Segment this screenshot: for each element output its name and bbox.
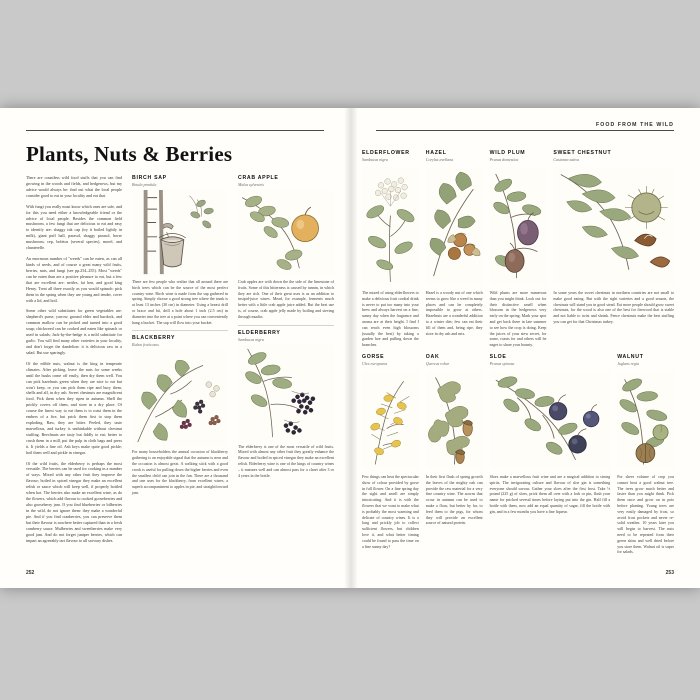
entry-birch-sap bbox=[132, 175, 228, 325]
entry-latin-name: Castanea sativa bbox=[553, 157, 580, 162]
blackberry-illustration bbox=[132, 350, 228, 446]
entry-sweet-chestnut bbox=[553, 150, 674, 348]
elderflower-illustration bbox=[362, 167, 419, 285]
entry-caption: In their first flush of spring growth the leaves of the mighty oak can provide the raw material for a very fine country wine. The acorns that occur in autumn can be used to make a flour, but better by far, to feed them to the pigs, for whom they will provide an excellent source of natural protein. bbox=[425, 473, 483, 526]
entry-latin-name: Rubus fruticosus bbox=[132, 342, 159, 348]
entry-title: SLOE bbox=[489, 353, 507, 360]
entry-crab-apple bbox=[238, 175, 334, 320]
divider bbox=[238, 325, 334, 326]
entry-elderberry bbox=[238, 330, 334, 479]
birch-sap-illustration bbox=[132, 190, 228, 276]
entry-caption: The mixed of using elderflowers to make a delicious fruit cordial drink is never to put too many into your brew and always harvest on a fine, sunny day when the fragrance and aroma are at their height. I find I can reach even high blossoms (usually the best) by taking a garden hoe and pulling down the branches. bbox=[362, 290, 419, 348]
entry-column-2 bbox=[238, 175, 334, 548]
book-spread bbox=[0, 108, 700, 588]
entry-caption: Sloes make a marvellous fruit wine and are a magical addition to strong spirits. The invigorating culture and flavour of sloe gin is something everyone should savour. Gather your sloes after the first frost. Take ½ pound (225 g) of sloes, prick them all over with a fork or pin, flash your name for pricked several times before laying put into the gin. Half fill a bottle with them, now add an equal quantity of sugar, fill the bottle with gin, and in a few months you have a fine liqueur. bbox=[489, 473, 611, 514]
entry-latin-name: Prunus spinosa bbox=[489, 360, 515, 366]
page-number-right: 253 bbox=[665, 570, 674, 576]
entry-title: WILD PLUM bbox=[489, 150, 526, 156]
oak-illustration bbox=[426, 371, 483, 469]
entry-caption: Hazel is a woody nut of one which seems to grow like a weed in many places and can be completely impossible to grow at others. Hazelnuts are a wonderful addition to a winter diet; few can eat their fill of them and, being ripe, they store in dry ash and mix. bbox=[425, 290, 483, 336]
entry-latin-name: Sambucus nigra bbox=[238, 336, 264, 342]
entry-caption: There are few people who realise that all around there are birch trees which can be the source of the most perfect country wine. Birch wine is made from the sap gathered in spring. Simply choose a good strong tree where the trunk is at least 13 inches (30 cm) in diameter. Using a breast drill or brace and bit, drill a hole about 1 inch (2.5 cm) in diameter into the tree at a point where you can conveniently hang a bucket. The sap will flow into your bucket. bbox=[132, 279, 228, 325]
intro-paragraph: Some other wild substitutes for green vegetables are: shepherd's purse, yarrow, ground elder and burdock, and common mallow can be picked and turned into a good soup; chickweed can be cooked and eaten like spinach or used in salads; Jack-by-the-hedge is a mild substitute for garlic. You will find many other varieties in your locality, and don't forget the dandelion: it is delicious raw in a salad. But use sparingly. bbox=[26, 308, 122, 355]
walnut-illustration bbox=[617, 371, 674, 469]
entry-caption: Few things can beat the spectacular show of colour provided by gorse in full flower. On a fine spring day the sight and smell are simply intoxicating. And it is with the flowers that we want to make what is probably the most warming and delicate of country wines. It is a long and prickly job to collect sufficient flowers, but children love it, and what better timing could be found to pass the time on a fine sunny day? bbox=[362, 473, 419, 549]
entry-latin-name: Betula pendula bbox=[132, 182, 157, 187]
entry-oak bbox=[426, 354, 483, 555]
entry-latin-name: Sambucus nigra bbox=[362, 157, 388, 162]
entry-sloe bbox=[490, 354, 611, 555]
entry-walnut bbox=[617, 354, 674, 555]
entry-grid-top bbox=[362, 150, 674, 348]
entry-title: HAZEL bbox=[425, 150, 447, 156]
entry-title: SWEET CHESTNUT bbox=[553, 150, 612, 156]
entry-title: ELDERFLOWER bbox=[362, 150, 410, 156]
entry-caption: In some years the sweet chestnuts in northern countries are not small to make good eating. But with the right varieties and a good season, the chestnuts will stand you in good stead. Eat more people should grow sweet chestnuts, for the wood is also one of the best for firewood that is stable and not liable to twist and shrink. Fence chestnuts make the best stuffing you can get for that Christmas turkey. bbox=[553, 290, 674, 324]
entry-blackberry bbox=[132, 335, 228, 495]
entry-latin-name: Prunus domestica bbox=[489, 157, 519, 162]
entry-hazel bbox=[426, 150, 483, 348]
intro-paragraph: Of the wild fruits, the elderberry is perhaps the most versatile. The berries can be used for cooking in a number of ways. Mixed with any other fruit they improve the flavour; boiled in spiced vinegar they make an excellent relish or sauce which will keep well, if properly bottled when hot. The berries also make an excellent wine, as do the flowers, which add flavour to cooked gooseberries and also gooseberry jam. If you find blueberries or bilberries in the wild, do not ignore them: they make a wonderful pie. And if you find cranberries, you can preserve them but their flavour is nowhere better captured than in a fresh cranberry sauce. Mulberries and sweetberries make very good jam. And do not forget juniper berries, which can impart an agreeably tart flavour to all savoury dishes. bbox=[26, 460, 122, 543]
entry-gorse bbox=[362, 354, 419, 555]
right-page bbox=[350, 108, 700, 588]
entry-title: GORSE bbox=[362, 353, 385, 360]
gorse-illustration bbox=[362, 371, 419, 469]
entry-caption: Crab apples are with down the the side of the limestone of fruits. Some of this bitterness is caused by tannin, in which they are rich. One of their great uses is as an addition to insipid-juice wines. Mead, for example, ferments much better with a little crab apple juice added. But the best use is, of course, crab apple jelly made by boiling and sieving through muslin. bbox=[238, 279, 334, 319]
running-head: FOOD FROM THE WILD bbox=[595, 122, 674, 128]
left-page bbox=[0, 108, 350, 588]
entry-caption: Wild plums are more numerous than you might think. Look out for their distinctive smell when blossom in the hedgerows very early on the spring. Mark your spot and get back there in late summer to see how the crop is doing. Keep the juices of your stew secret, for some, roasts for and others will be eager to share your bounty. bbox=[489, 290, 547, 348]
entry-title: BLACKBERRY bbox=[132, 335, 176, 342]
entry-column-1 bbox=[132, 175, 228, 548]
header-rule bbox=[376, 130, 674, 131]
entry-latin-name: Ulex europaeus bbox=[362, 360, 388, 366]
elderberry-illustration bbox=[238, 345, 334, 441]
entry-title: WALNUT bbox=[617, 353, 644, 360]
intro-paragraph: With fungi you really must know which ones are safe, and for this you need either a knowledgeable friend or the advice of local people. Besides the common field mushroom, a few fungi that are delicious to eat and easy to identify are: shaggy ink cap (try it boiled lightly in milk), giant puff ball, parasol, shaggy parasol, horse mushroom, cep, boletus (several species), morel, and chanterelle. bbox=[26, 203, 122, 251]
entry-caption: The elderberry is one of the most versatile of wild fruits. Mixed with almost any other fruit they greatly enhance the flavour and boiled in spiced vinegar they make an excellent relish. Elderberry wine is one of the kings of country wines – it matures well and can almost pass for a claret after 3 or 4 years in the bottle. bbox=[238, 443, 334, 478]
intro-paragraph: There are countless wild food stuffs that you can find growing in the woods and fields, and hedgerows, but my advice would always be: find out what the local people consider good to eat in your locality and eat that. bbox=[26, 175, 122, 198]
entry-grid-bottom bbox=[362, 354, 674, 555]
entry-caption: For sheer volume of crop you cannot beat a good walnut tree. The trees grow much better and faster than you might think. Pick them once and grow on in pots before planting. Young trees are very easily damaged by frost, so avoid frost pockets and never re-solid weather. 10 years later you will begin to harvest. The nuts need to be repeated from their green skins and well dried before you store them. Walnut oil is super for salads. bbox=[617, 473, 674, 555]
entry-latin-name: Corylus avellana bbox=[425, 157, 454, 162]
entry-latin-name: Juglans regia bbox=[617, 360, 639, 366]
entry-title: BIRCH SAP bbox=[132, 175, 167, 181]
intro-paragraph: Of the edible nuts, walnut is the king in temperate climates. After picking, leave the nuts for some weeks until the husks come off easily, then dry them well. You can pick hazelnuts green when they are nice to eat but won't keep, or you can pick them ripe and bury them, shells and all, in dry ash. Sweet chestnuts are magnificent food. Pick them when they ripen in autumn. Shell the prickly covers off them, and store in a dry place. Of course the finest way to eat them is to roast them in the embers of a fire, but prick them first to stop them exploding. Raw, they are bitter. Peeled, they taste marvellous, and turkey is unthinkable without chestnut stuffing. Beechnuts are tasty but fiddly to eat; better to crush them in a mill, put the pulp in cloth bags and press it. It yields a fine oil. Ash keys make quite good pickle; boil them well and pickle in vinegar. bbox=[26, 360, 122, 455]
hazel-illustration bbox=[426, 167, 483, 285]
entry-latin-name: Malus sylvestris bbox=[238, 182, 264, 187]
divider bbox=[132, 330, 228, 331]
entry-title: CRAB APPLE bbox=[238, 175, 279, 181]
entry-title: OAK bbox=[425, 353, 440, 360]
intro-text-column bbox=[26, 175, 122, 548]
sweet-chestnut-illustration bbox=[553, 167, 674, 285]
entry-title: ELDERBERRY bbox=[238, 329, 281, 336]
page-title: Plants, Nuts & Berries bbox=[26, 142, 233, 166]
page-number-left: 252 bbox=[26, 570, 35, 576]
crab-apple-illustration bbox=[238, 190, 334, 276]
wild-plum-illustration bbox=[490, 167, 547, 285]
intro-paragraph: An enormous number of "weeds" can be eaten, as can all kinds of seeds, and of course a great many wild fruits, berries, nuts, and fungi (see pp.254–255). Most "weeds" can be eaten than are a positive pleasure to eat, but a few that are excellent are: nettles, fat hen, and good king Henry. Treat all three exactly as you would spinach: pick them in the spring when they are young and tender, cover with a lid, and boil. bbox=[26, 256, 122, 303]
entry-elderflower bbox=[362, 150, 419, 348]
sloe-illustration bbox=[490, 371, 611, 469]
entry-wild-plum bbox=[490, 150, 547, 348]
entry-latin-name: Quercus robur bbox=[425, 360, 450, 366]
entry-caption: For many householders the annual occasion of blackberry gathering is an enjoyable signal that the autumn is near and the occasion is almost great. A walking stick with a good crook is useful for pulling down the higher berries and even the smallest child can join in the fun. There are a thousand and one uses for the blackberry, from excellent wines, a superb accompaniment to apples in pie, and straightforward jam. bbox=[132, 449, 228, 495]
header-rule bbox=[26, 130, 324, 131]
